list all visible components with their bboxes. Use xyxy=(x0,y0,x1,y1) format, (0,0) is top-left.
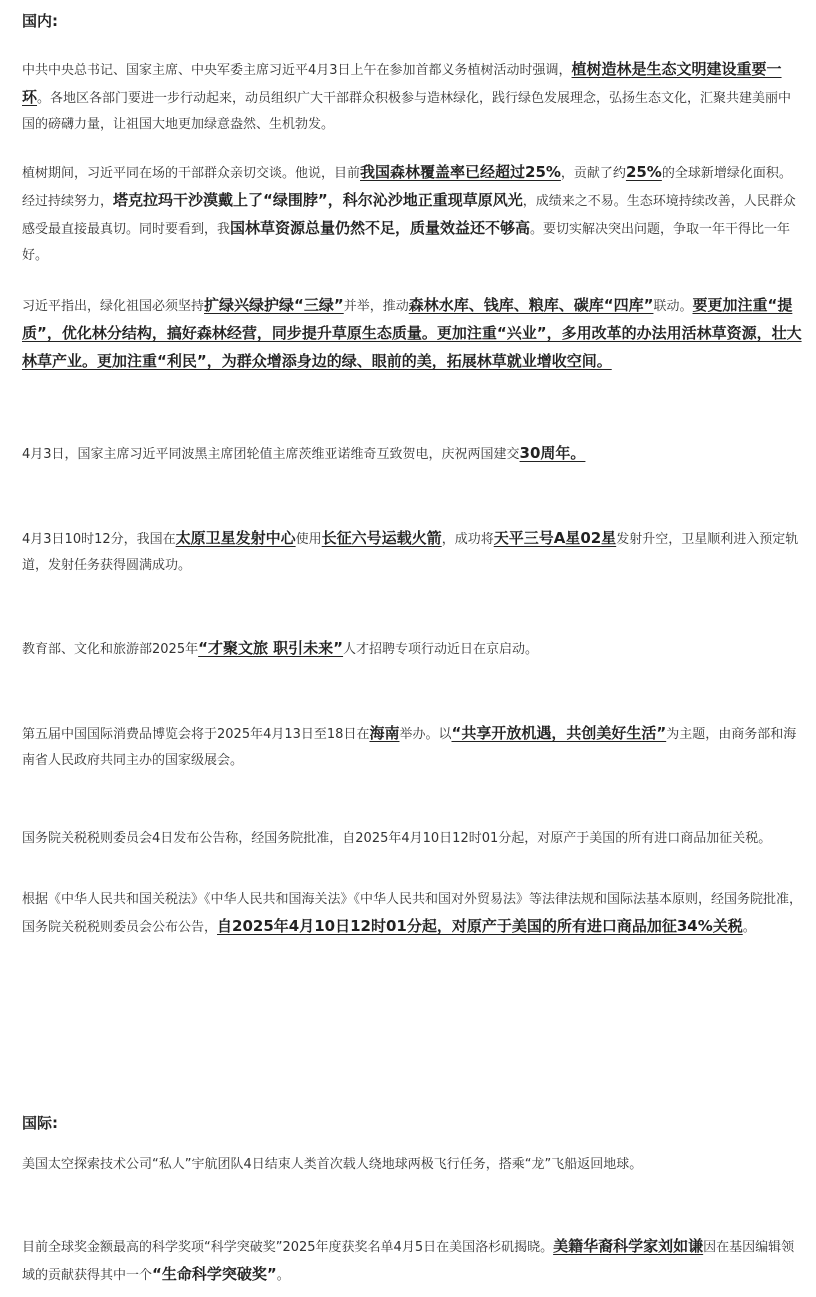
domestic-heading: 国内: xyxy=(22,12,58,30)
text-segment: 植树期间，习近平同在场的干部群众亲切交谈。他说，目前 xyxy=(22,166,361,181)
text-segment: 中共中央总书记、国家主席、中央军委主席习近平4月3日上午在参加首都义务植树活动时强调， xyxy=(22,63,572,78)
highlight-text: 天平三号A星02星 xyxy=(493,529,617,547)
text-segment: 。各地区各部门要进一步行动起来，动员组织广大干部群众积极参与造林绿化，践行绿色发展理念，弘扬生态文化，汇聚共建美丽中国的磅礴力量，让祖国大地更加绿意盎然、生机勃发。 xyxy=(22,91,792,132)
highlight-text: 我国森林覆盖率已经超过25% xyxy=(360,163,561,181)
news-paragraph-bosnia xyxy=(22,440,804,468)
international-heading: 国际: xyxy=(22,1114,58,1132)
text-segment: 4月3日，国家主席习近平同波黑主席团轮值主席茨维亚诺维奇互致贺电，庆祝两国建交 xyxy=(22,447,520,462)
text-segment: 并举，推动 xyxy=(343,299,409,314)
news-paragraph-satellite xyxy=(22,525,804,579)
highlight-text: 美籍华裔科学家刘如谦 xyxy=(553,1237,704,1255)
text-segment: 国务院关税税则委员会4日发布公告称，经国务院批准，自2025年4月10日12时01分起，对原产于美国的所有进口商品加征关税。 xyxy=(22,831,772,846)
highlight-text: 25% xyxy=(625,163,662,181)
text-segment: 因在基因编辑领域的贡献获得其中一个 xyxy=(22,1240,795,1283)
highlight-text: 30周年。 xyxy=(519,444,586,462)
highlight-text: 塔克拉玛干沙漠戴上了“绿围脖”，科尔沁沙地正重现草原风光 xyxy=(113,191,523,209)
text-segment: 人才招聘专项行动近日在京启动。 xyxy=(343,642,539,657)
highlight-text: 要更加注重“提质”，优化林分结构，搞好森林经营，同步提升草原生态质量。更加注重“兴业”，多用改革的办法用活林草资源，壮大林草产业。更加注重“利民”，为群众增添身边的绿、眼前的美，拓展林草就业增收空间。 xyxy=(22,296,802,370)
text-segment: 联动。 xyxy=(653,299,693,314)
highlight-text: 太原卫星发射中心 xyxy=(175,529,296,547)
text-segment: 。 xyxy=(276,1268,290,1283)
text-segment: 。 xyxy=(742,920,756,935)
text-segment: 4月3日10时12分，我国在 xyxy=(22,532,176,547)
text-segment: 习近平指出，绿化祖国必须坚持 xyxy=(22,299,205,314)
highlight-text: 扩绿兴绿护绿“三绿” xyxy=(204,296,344,314)
news-paragraph-tariff-announcement xyxy=(22,826,804,852)
news-paragraph-forest-coverage xyxy=(22,159,804,269)
news-paragraph-tree-planting xyxy=(22,56,804,138)
text-segment: 目前全球奖金额最高的科学奖项“科学突破奖”2025年度获奖名单4月5日在美国洛杉矶揭晓。 xyxy=(22,1240,554,1255)
text-segment: 发射升空，卫星顺利进入预定轨道，发射任务获得圆满成功。 xyxy=(22,532,799,573)
text-segment: 的全球新增绿化面积。经过持续努力， xyxy=(22,166,792,209)
highlight-text: 自2025年4月10日12时01分起，对原产于美国的所有进口商品加征34%关税 xyxy=(217,917,743,935)
text-segment: ，成绩来之不易。生态环境持续改善，人民群众感受最直接最真切。同时要看到，我 xyxy=(22,194,796,237)
text-segment: 美国太空探索技术公司“私人”宇航团队4日结束人类首次载人绕地球两极飞行任务，搭乘“龙”飞船返回地球。 xyxy=(22,1157,643,1172)
news-paragraph-greening xyxy=(22,292,804,376)
news-paragraph-expo xyxy=(22,720,804,774)
highlight-text: 长征六号运载火箭 xyxy=(321,529,442,547)
highlight-text: 植树造林是生态文明建设重要一环 xyxy=(22,60,782,106)
text-segment: ，成功将 xyxy=(441,532,494,547)
highlight-text: 森林水库、钱库、粮库、碳库“四库” xyxy=(408,296,654,314)
text-segment: 为主题，由商务部和海南省人民政府共同主办的国家级展会。 xyxy=(22,727,797,768)
text-segment: 举办。以 xyxy=(399,727,452,742)
text-segment: 根据《中华人民共和国关税法》《中华人民共和国海关法》《中华人民共和国对外贸易法》等法律法规和国际法基本原则，经国务院批准，国务院关税税则委员会公布公告， xyxy=(22,892,803,935)
news-paragraph-spacex xyxy=(22,1152,804,1178)
news-paragraph-recruitment xyxy=(22,635,804,663)
text-segment: 第五届中国国际消费品博览会将于2025年4月13日至18日在 xyxy=(22,727,370,742)
text-segment: 教育部、文化和旅游部2025年 xyxy=(22,642,199,657)
highlight-text: 国林草资源总量仍然不足，质量效益还不够高 xyxy=(230,219,531,237)
highlight-text: “才聚文旅 职引未来” xyxy=(198,639,344,657)
news-paragraph-breakthrough-prize xyxy=(22,1233,804,1289)
news-paragraph-tariff-detail xyxy=(22,887,804,941)
highlight-text: “共享开放机遇，共创美好生活” xyxy=(451,724,667,742)
highlight-text: 海南 xyxy=(369,724,400,742)
highlight-text: “生命科学突破奖” xyxy=(152,1265,277,1283)
text-segment: 。要切实解决突出问题，争取一年干得比一年好。 xyxy=(22,222,791,263)
text-segment: 使用 xyxy=(295,532,322,547)
text-segment: ，贡献了约 xyxy=(560,166,626,181)
